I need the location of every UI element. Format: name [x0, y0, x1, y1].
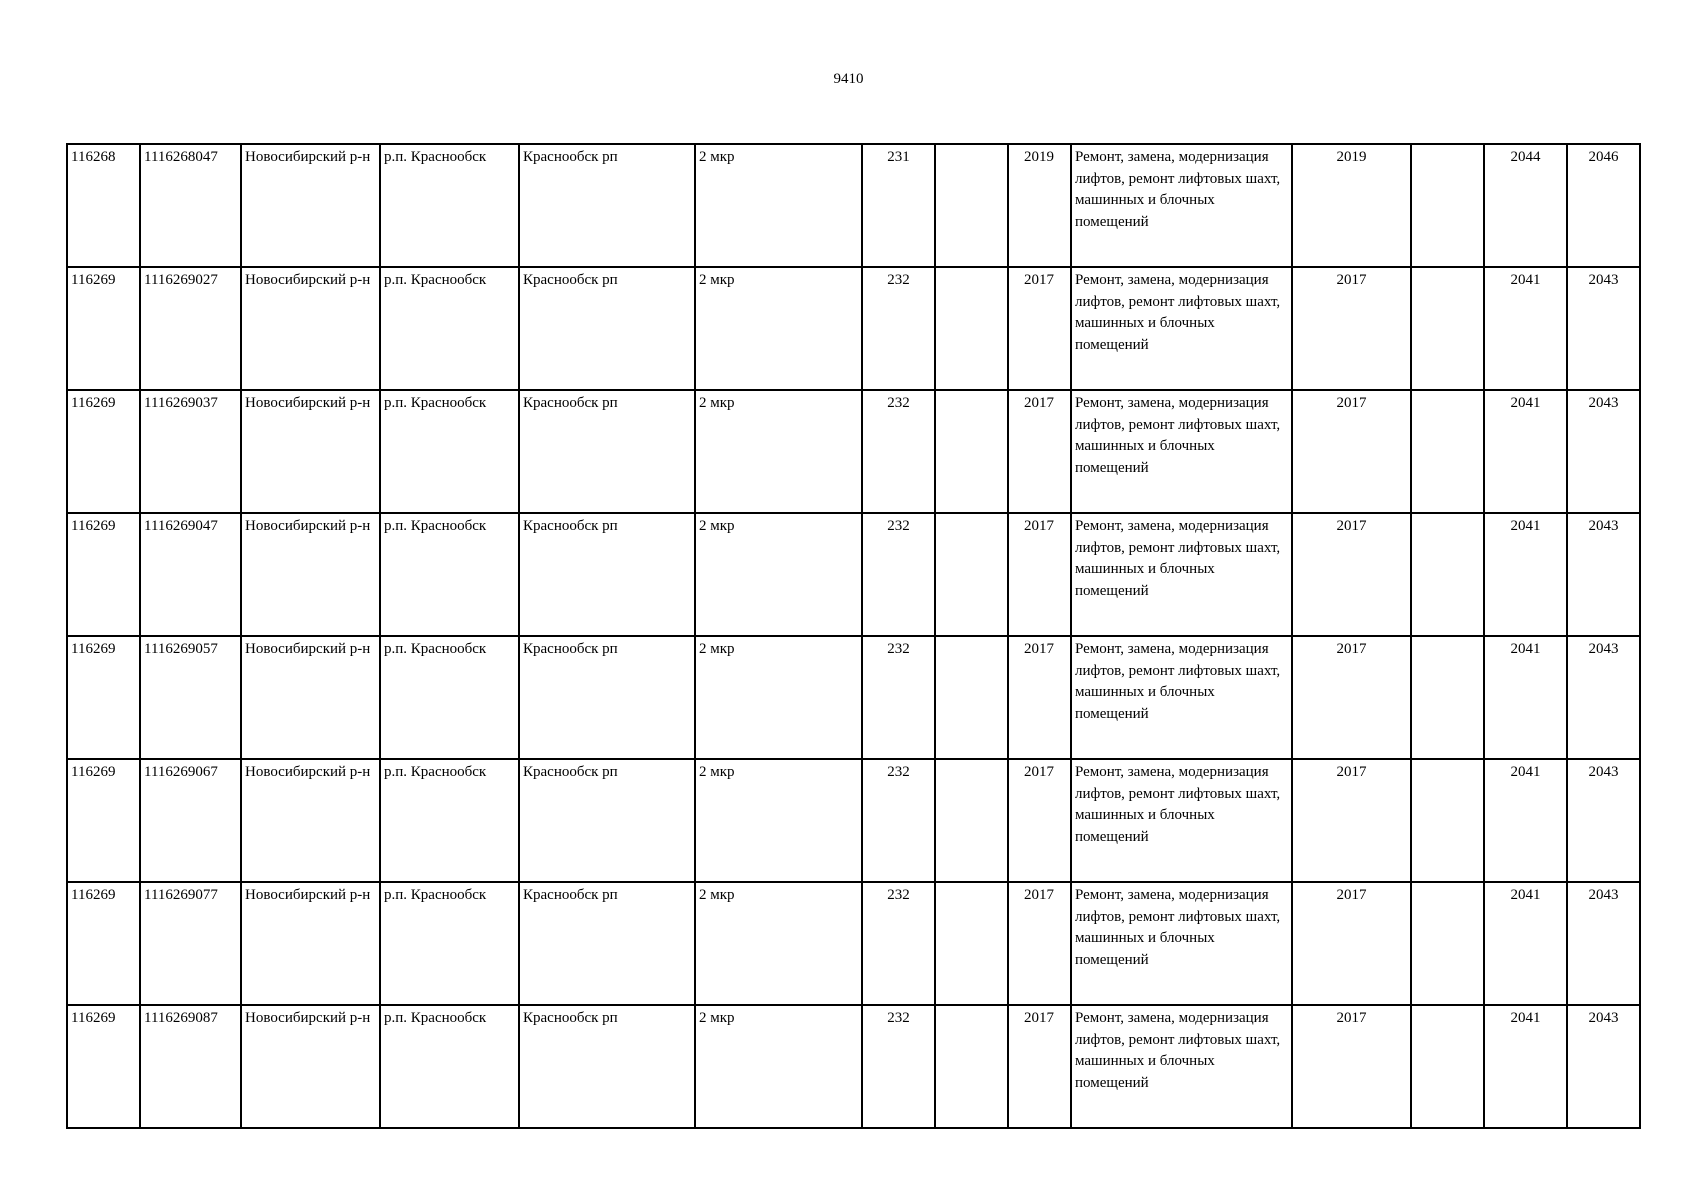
- object-code-cell: 1116269047: [140, 513, 241, 636]
- house-number-cell: 231: [862, 144, 935, 267]
- settlement-cell: р.п. Краснообск: [380, 759, 519, 882]
- house-number-cell: 232: [862, 513, 935, 636]
- extra-cell: [1411, 267, 1484, 390]
- year-a-cell: 2017: [1008, 759, 1071, 882]
- page-number: 9410: [833, 71, 864, 87]
- work-type-cell: Ремонт, замена, модернизация лифтов, ремонт лифтовых шахт, машинных и блочных помещений: [1071, 1005, 1292, 1128]
- building-cell: [935, 513, 1008, 636]
- work-type-cell: Ремонт, замена, модернизация лифтов, ремонт лифтовых шахт, машинных и блочных помещений: [1071, 636, 1292, 759]
- object-code-cell: 1116269087: [140, 1005, 241, 1128]
- locality-cell: Краснообск рп: [519, 882, 695, 1005]
- year-b-cell: 2019: [1292, 144, 1411, 267]
- extra-cell: [1411, 144, 1484, 267]
- work-type-cell: Ремонт, замена, модернизация лифтов, ремонт лифтовых шахт, машинных и блочных помещений: [1071, 390, 1292, 513]
- object-code-cell: 1116269057: [140, 636, 241, 759]
- house-number-cell: 232: [862, 882, 935, 1005]
- building-cell: [935, 267, 1008, 390]
- row-id-cell: 116269: [67, 513, 140, 636]
- row-id-cell: 116269: [67, 390, 140, 513]
- locality-cell: Краснообск рп: [519, 636, 695, 759]
- work-type-cell: Ремонт, замена, модернизация лифтов, ремонт лифтовых шахт, машинных и блочных помещений: [1071, 882, 1292, 1005]
- year-d-cell: 2043: [1567, 882, 1640, 1005]
- extra-cell: [1411, 882, 1484, 1005]
- work-type-cell: Ремонт, замена, модернизация лифтов, ремонт лифтовых шахт, машинных и блочных помещений: [1071, 267, 1292, 390]
- year-c-cell: 2041: [1484, 1005, 1567, 1128]
- district-cell: Новосибирский р-н: [241, 636, 380, 759]
- table-row: [67, 636, 1640, 759]
- registry-body: [67, 144, 1640, 1128]
- table-row: [67, 390, 1640, 513]
- street-cell: 2 мкр: [695, 1005, 862, 1128]
- district-cell: Новосибирский р-н: [241, 390, 380, 513]
- extra-cell: [1411, 759, 1484, 882]
- registry-table: [66, 143, 1641, 1129]
- locality-cell: Краснообск рп: [519, 144, 695, 267]
- house-number-cell: 232: [862, 390, 935, 513]
- street-cell: 2 мкр: [695, 513, 862, 636]
- street-cell: 2 мкр: [695, 144, 862, 267]
- extra-cell: [1411, 390, 1484, 513]
- table-row: [67, 759, 1640, 882]
- settlement-cell: р.п. Краснообск: [380, 144, 519, 267]
- settlement-cell: р.п. Краснообск: [380, 636, 519, 759]
- locality-cell: Краснообск рп: [519, 1005, 695, 1128]
- settlement-cell: р.п. Краснообск: [380, 1005, 519, 1128]
- building-cell: [935, 1005, 1008, 1128]
- year-a-cell: 2019: [1008, 144, 1071, 267]
- street-cell: 2 мкр: [695, 759, 862, 882]
- locality-cell: Краснообск рп: [519, 513, 695, 636]
- work-type-cell: Ремонт, замена, модернизация лифтов, ремонт лифтовых шахт, машинных и блочных помещений: [1071, 144, 1292, 267]
- year-a-cell: 2017: [1008, 390, 1071, 513]
- year-b-cell: 2017: [1292, 390, 1411, 513]
- house-number-cell: 232: [862, 267, 935, 390]
- district-cell: Новосибирский р-н: [241, 144, 380, 267]
- district-cell: Новосибирский р-н: [241, 759, 380, 882]
- table-row: [67, 882, 1640, 1005]
- house-number-cell: 232: [862, 1005, 935, 1128]
- object-code-cell: 1116269077: [140, 882, 241, 1005]
- settlement-cell: р.п. Краснообск: [380, 267, 519, 390]
- year-a-cell: 2017: [1008, 513, 1071, 636]
- district-cell: Новосибирский р-н: [241, 513, 380, 636]
- object-code-cell: 1116268047: [140, 144, 241, 267]
- building-cell: [935, 390, 1008, 513]
- district-cell: Новосибирский р-н: [241, 267, 380, 390]
- district-cell: Новосибирский р-н: [241, 1005, 380, 1128]
- year-b-cell: 2017: [1292, 759, 1411, 882]
- year-d-cell: 2046: [1567, 144, 1640, 267]
- year-b-cell: 2017: [1292, 882, 1411, 1005]
- object-code-cell: 1116269067: [140, 759, 241, 882]
- house-number-cell: 232: [862, 759, 935, 882]
- row-id-cell: 116269: [67, 636, 140, 759]
- year-d-cell: 2043: [1567, 267, 1640, 390]
- settlement-cell: р.п. Краснообск: [380, 513, 519, 636]
- house-number-cell: 232: [862, 636, 935, 759]
- table-row: [67, 513, 1640, 636]
- year-d-cell: 2043: [1567, 513, 1640, 636]
- year-c-cell: 2041: [1484, 882, 1567, 1005]
- year-c-cell: 2041: [1484, 759, 1567, 882]
- row-id-cell: 116269: [67, 267, 140, 390]
- row-id-cell: 116269: [67, 1005, 140, 1128]
- year-a-cell: 2017: [1008, 267, 1071, 390]
- year-c-cell: 2041: [1484, 513, 1567, 636]
- street-cell: 2 мкр: [695, 390, 862, 513]
- building-cell: [935, 759, 1008, 882]
- building-cell: [935, 882, 1008, 1005]
- locality-cell: Краснообск рп: [519, 267, 695, 390]
- locality-cell: Краснообск рп: [519, 390, 695, 513]
- street-cell: 2 мкр: [695, 636, 862, 759]
- year-a-cell: 2017: [1008, 1005, 1071, 1128]
- row-id-cell: 116269: [67, 759, 140, 882]
- year-c-cell: 2044: [1484, 144, 1567, 267]
- district-cell: Новосибирский р-н: [241, 882, 380, 1005]
- year-c-cell: 2041: [1484, 390, 1567, 513]
- work-type-cell: Ремонт, замена, модернизация лифтов, ремонт лифтовых шахт, машинных и блочных помещений: [1071, 759, 1292, 882]
- year-d-cell: 2043: [1567, 636, 1640, 759]
- settlement-cell: р.п. Краснообск: [380, 882, 519, 1005]
- table-row: [67, 144, 1640, 267]
- work-type-cell: Ремонт, замена, модернизация лифтов, ремонт лифтовых шахт, машинных и блочных помещений: [1071, 513, 1292, 636]
- table-row: [67, 267, 1640, 390]
- row-id-cell: 116269: [67, 882, 140, 1005]
- object-code-cell: 1116269037: [140, 390, 241, 513]
- row-id-cell: 116268: [67, 144, 140, 267]
- building-cell: [935, 144, 1008, 267]
- year-b-cell: 2017: [1292, 1005, 1411, 1128]
- year-c-cell: 2041: [1484, 267, 1567, 390]
- year-a-cell: 2017: [1008, 636, 1071, 759]
- year-d-cell: 2043: [1567, 759, 1640, 882]
- locality-cell: Краснообск рп: [519, 759, 695, 882]
- year-b-cell: 2017: [1292, 267, 1411, 390]
- year-b-cell: 2017: [1292, 636, 1411, 759]
- year-b-cell: 2017: [1292, 513, 1411, 636]
- year-a-cell: 2017: [1008, 882, 1071, 1005]
- street-cell: 2 мкр: [695, 267, 862, 390]
- extra-cell: [1411, 1005, 1484, 1128]
- building-cell: [935, 636, 1008, 759]
- extra-cell: [1411, 636, 1484, 759]
- year-c-cell: 2041: [1484, 636, 1567, 759]
- table-row: [67, 1005, 1640, 1128]
- extra-cell: [1411, 513, 1484, 636]
- settlement-cell: р.п. Краснообск: [380, 390, 519, 513]
- street-cell: 2 мкр: [695, 882, 862, 1005]
- year-d-cell: 2043: [1567, 390, 1640, 513]
- object-code-cell: 1116269027: [140, 267, 241, 390]
- year-d-cell: 2043: [1567, 1005, 1640, 1128]
